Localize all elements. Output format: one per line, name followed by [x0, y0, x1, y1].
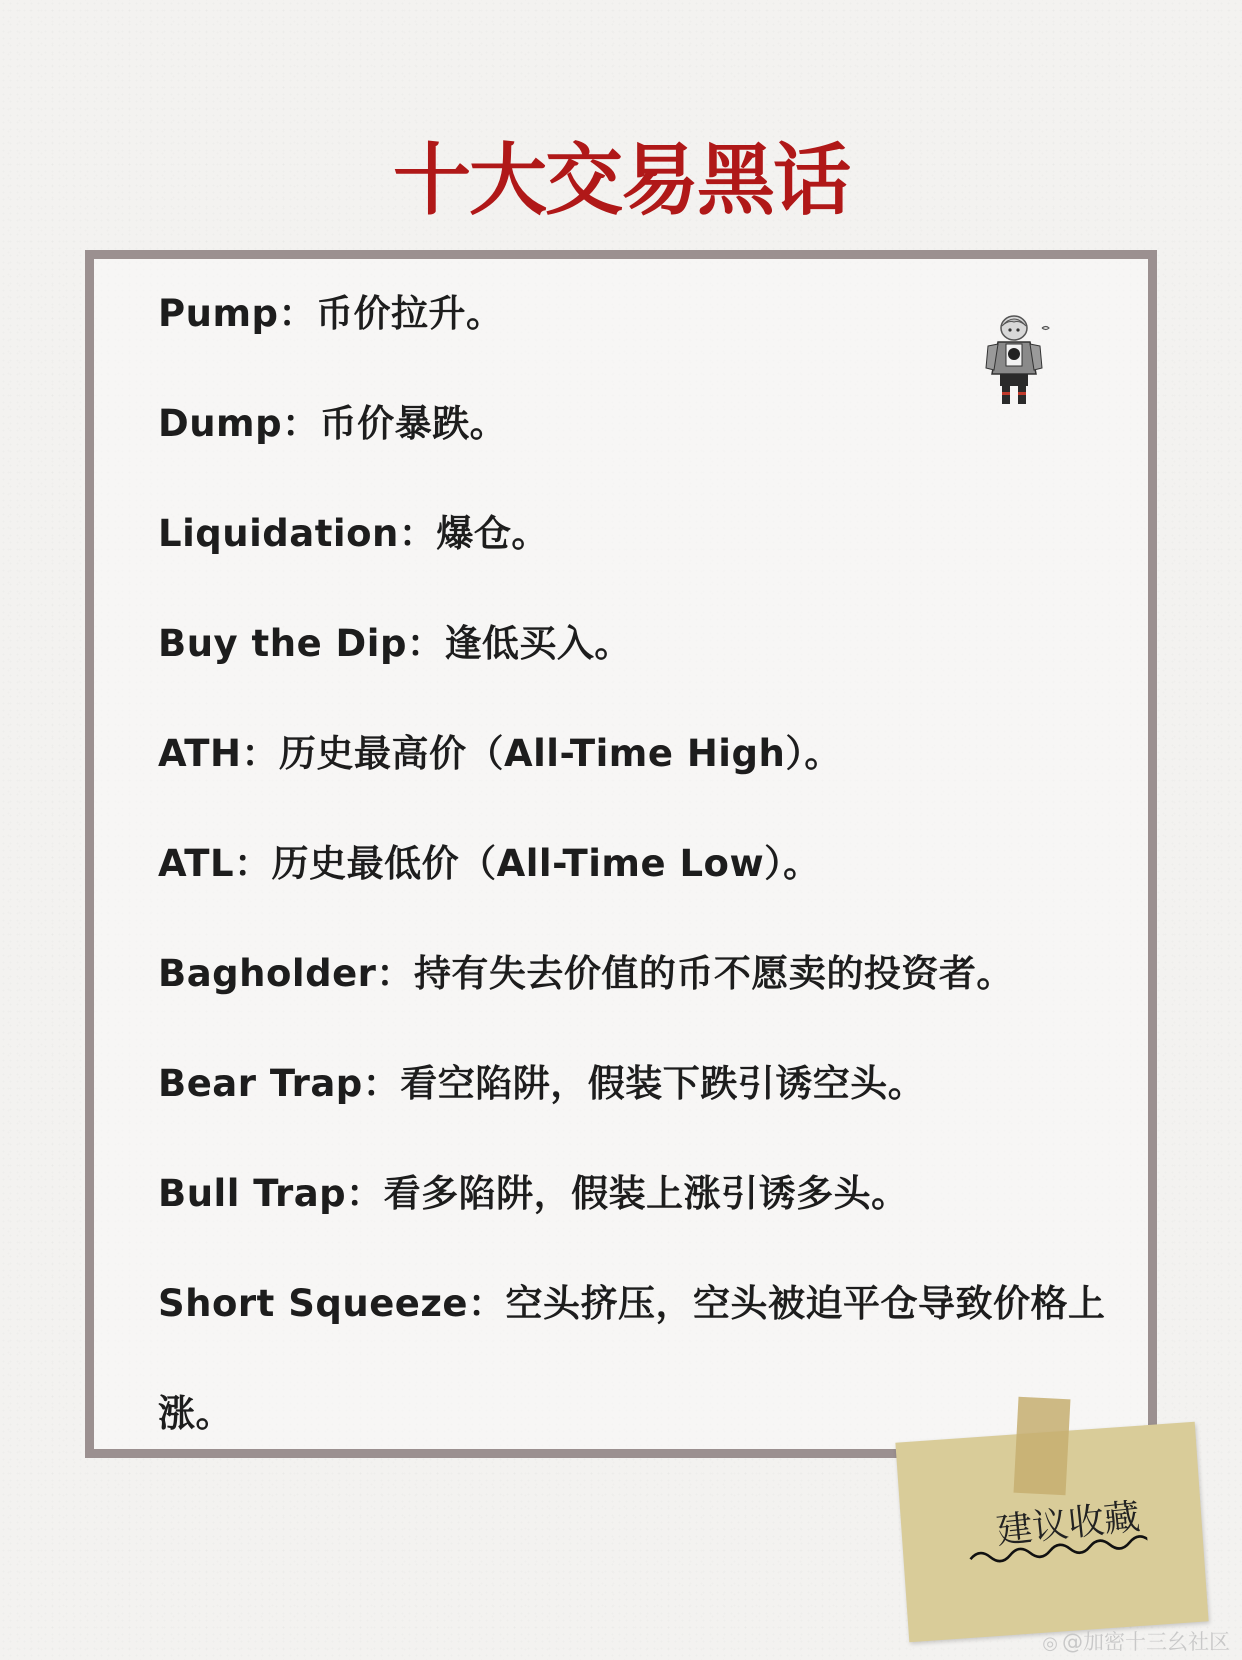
term-name: ATH：: [158, 732, 279, 775]
term-name: Dump：: [158, 402, 320, 445]
term-definition: 看多陷阱，假装上涨引诱多头。: [383, 1172, 909, 1215]
term-row: [158, 699, 1148, 809]
term-row: [158, 479, 1148, 589]
tape: [1014, 1397, 1071, 1496]
term-definition: 历史最低价（All-Time Low）。: [271, 842, 821, 885]
term-definition: 币价拉升。: [316, 292, 504, 335]
term-definition: 币价暴跌。: [319, 402, 508, 445]
term-row: [158, 1139, 1148, 1249]
term-name: Bear Trap：: [158, 1062, 401, 1105]
page-title: 十大交易黑话: [392, 136, 849, 226]
term-row: [158, 919, 1148, 1029]
sticky-note-text: 建议收藏: [994, 1496, 1143, 1553]
term-row: [158, 809, 1148, 919]
terms-list: [158, 259, 1148, 1469]
term-name: Liquidation：: [158, 512, 437, 555]
weibo-icon: ◎: [1042, 1633, 1058, 1654]
term-name: Pump：: [158, 292, 316, 335]
terms-card: [85, 250, 1157, 1458]
term-row: [158, 1029, 1148, 1139]
term-definition: 看空陷阱，假装下跌引诱空头。: [400, 1062, 926, 1105]
term-definition: 爆仓。: [436, 512, 549, 555]
term-definition: 空头挤压，空头被迫平仓导致价格上涨。: [158, 1282, 1106, 1435]
term-name: Bull Trap：: [158, 1172, 384, 1215]
term-row: [158, 589, 1148, 699]
term-name: Short Squeeze：: [158, 1282, 506, 1325]
term-name: Buy the Dip：: [158, 622, 445, 665]
term-definition: 逢低买入。: [444, 622, 632, 665]
term-name: ATL：: [158, 842, 272, 885]
term-definition: 历史最高价（All-Time High）。: [278, 732, 842, 775]
watermark: [1042, 1626, 1230, 1656]
term-definition: 持有失去价值的币不愿卖的投资者。: [413, 952, 1014, 995]
watermark-text: @加密十三幺社区: [1062, 1630, 1230, 1654]
term-name: Bagholder：: [158, 952, 414, 995]
bitcoin-mascot-icon: [980, 312, 1056, 408]
